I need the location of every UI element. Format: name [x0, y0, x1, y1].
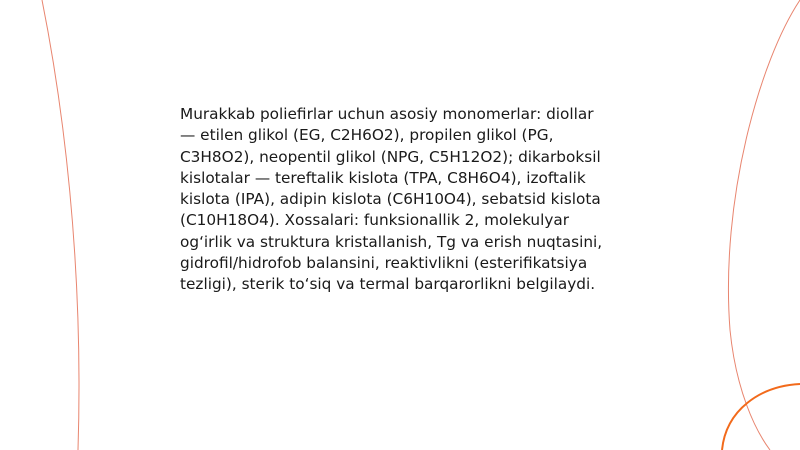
left-curve-line: [42, 0, 79, 450]
body-text: Murakkab poliefirlar uchun asosiy monomerlar: diollar — etilen glikol (EG, C2H6O2), propilen glikol (PG, C3H8O2), neopentil glikol (NPG, C5H12O2); dikarboksil kislotalar — tereftalik kislota (TPA, C8H6O4), izoftalik kislota (IPA), adipin kislota (C6H10O4), sebatsid kislota (C10H18O4). Xossalari: funksionallik 2, molekulyar og‘irlik va struktura kristallanish, Tg va erish nuqtasini, gidrofil/hidrofob balansini, reaktivlikni (esterifikatsiya tezligi), sterik to‘siq va termal barqarorlikni belgilaydi.: [180, 105, 603, 294]
orange-arc: [722, 384, 800, 450]
right-curve-line: [728, 0, 800, 450]
